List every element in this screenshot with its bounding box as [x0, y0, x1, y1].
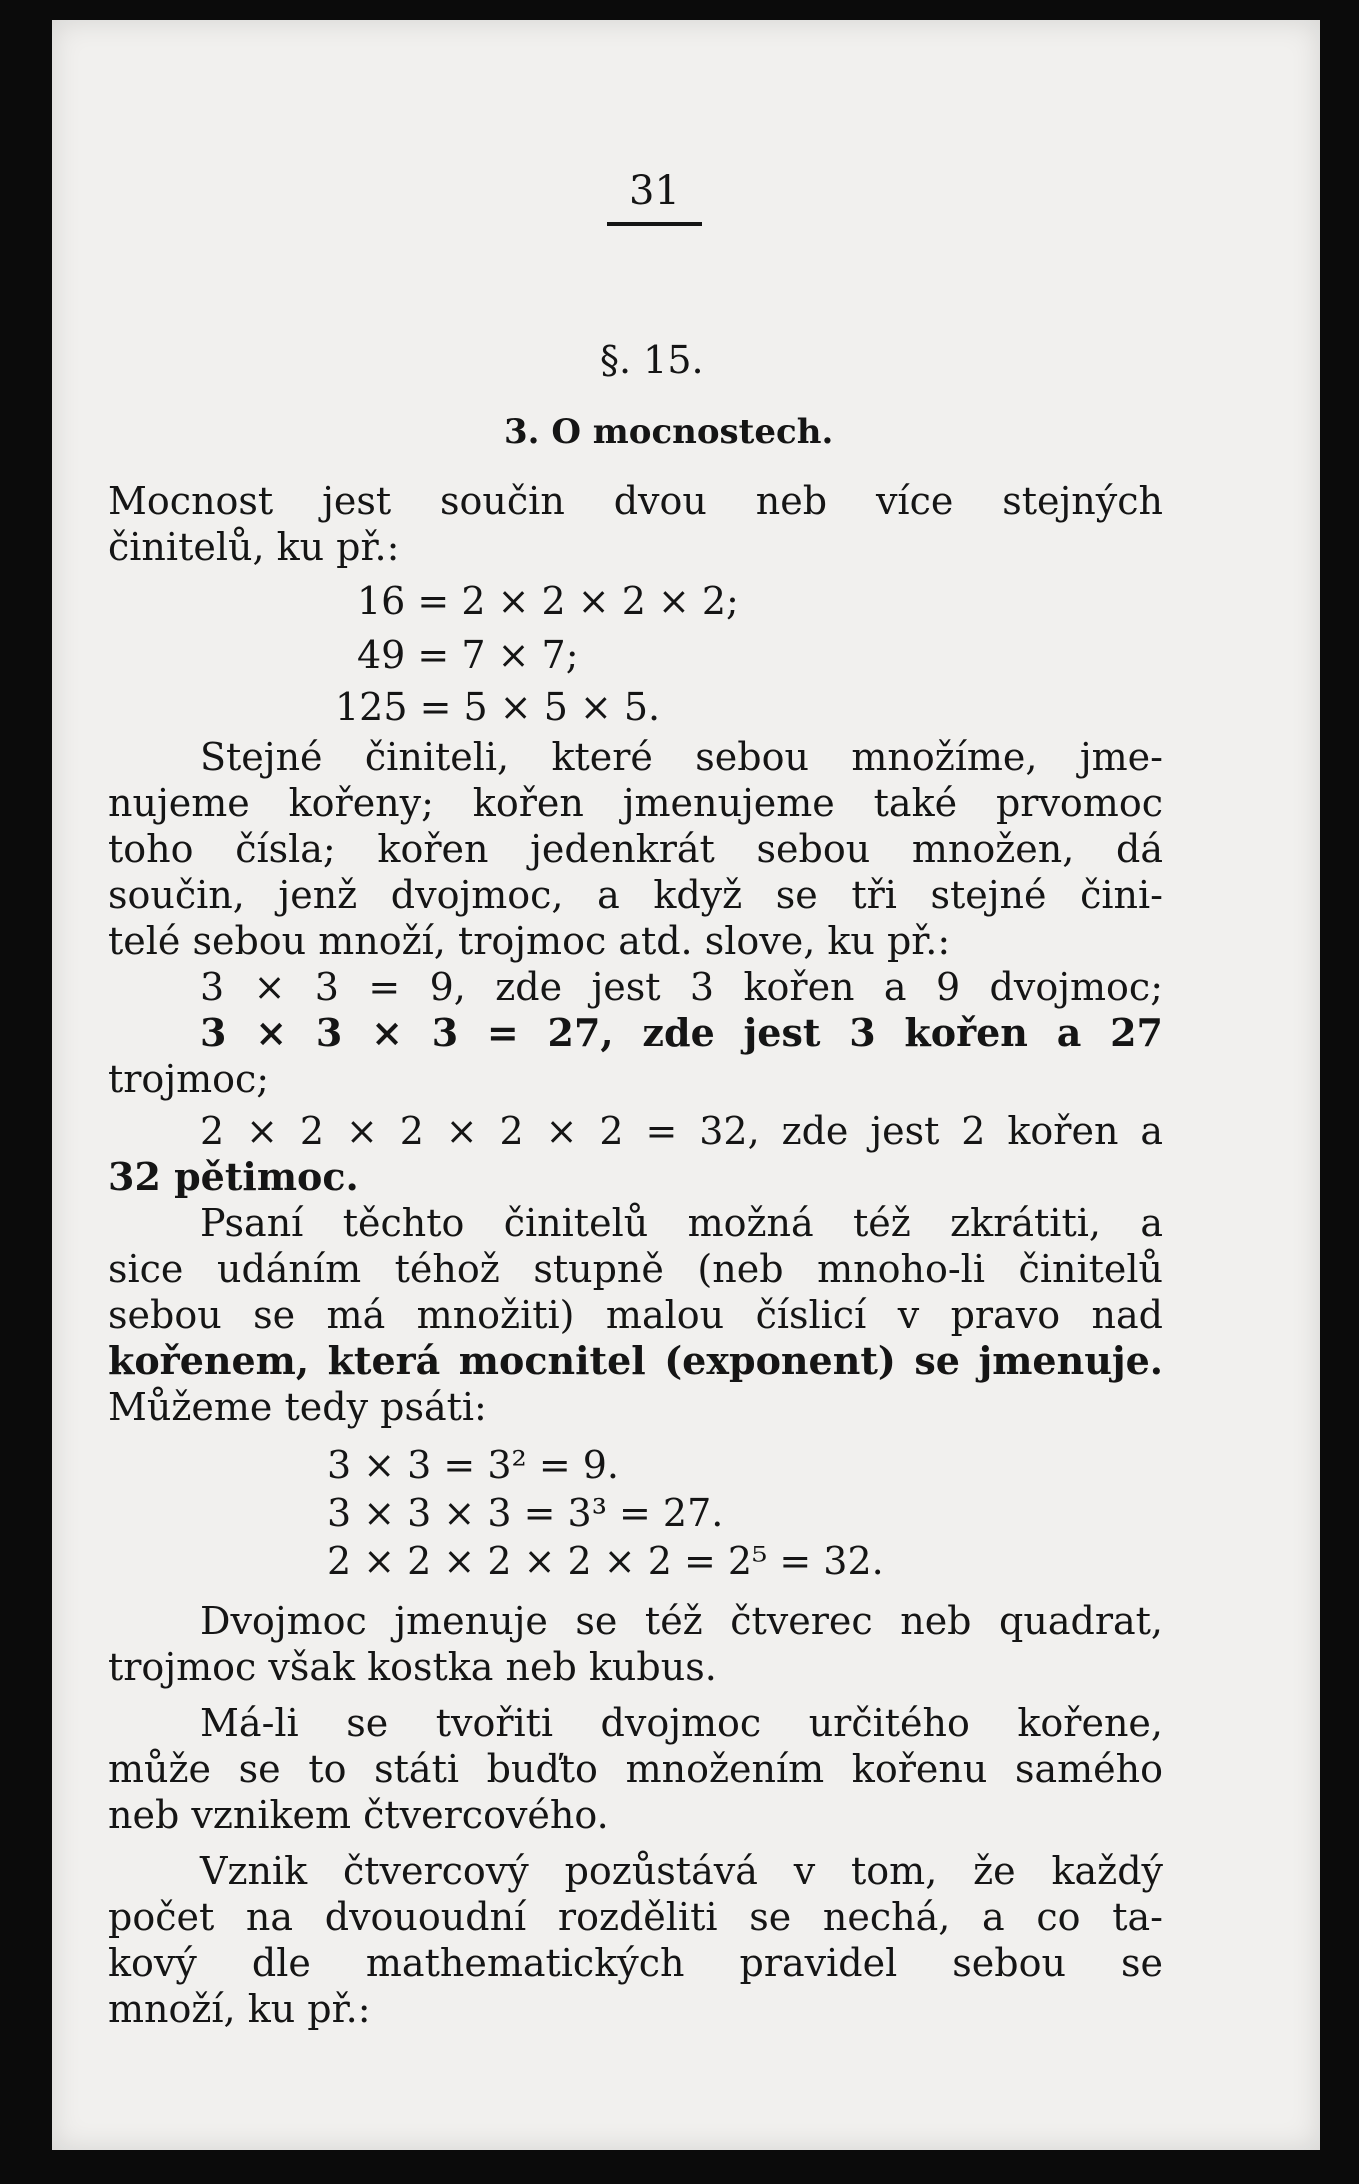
text-line: kový dle mathematických pravidel sebou se [108, 1941, 1163, 1985]
text-line: Má-li se tvořiti dvojmoc určitého kořene, [200, 1701, 1163, 1745]
text-line: může se to státi buďto množením kořenu samého [108, 1747, 1163, 1791]
example-line: 3 × 3 = 9, zde jest 3 kořen a 9 dvojmoc; [200, 965, 1163, 1009]
text-line: počet na dvououdní rozděliti se nechá, a co ta- [108, 1895, 1163, 1939]
example-line: 32 pětimoc. [108, 1154, 359, 1199]
text-line: kořenem, která mocnitel (exponent) se jmenuje. [108, 1338, 1163, 1383]
section-number: §. 15. [600, 338, 704, 382]
example-line: 2 × 2 × 2 × 2 × 2 = 32, zde jest 2 kořen a [200, 1109, 1163, 1153]
text-line: množí, ku př.: [108, 1987, 371, 2031]
equation: 125 = 5 × 5 × 5. [335, 685, 661, 729]
text-line: Stejné činiteli, které sebou množíme, jme- [200, 735, 1163, 779]
text-line: Můžeme tedy psáti: [108, 1385, 487, 1429]
text-line: Dvojmoc jmenuje se též čtverec neb quadrat, [200, 1599, 1163, 1643]
text-line: trojmoc však kostka neb kubus. [108, 1645, 717, 1689]
power-equation: 3 × 3 = 3² = 9. [327, 1443, 620, 1487]
text-line: Mocnost jest součin dvou neb více stejných [108, 479, 1163, 523]
book-page [52, 20, 1320, 2150]
text-line: telé sebou množí, trojmoc atd. slove, ku př.: [108, 919, 951, 963]
power-equation: 2 × 2 × 2 × 2 × 2 = 2⁵ = 32. [327, 1539, 884, 1583]
text-line: Psaní těchto činitelů možná též zkrátiti, a [200, 1201, 1163, 1245]
example-line: trojmoc; [108, 1057, 270, 1101]
text-line: činitelů, ku př.: [108, 525, 400, 569]
equation: 16 = 2 × 2 × 2 × 2; [357, 579, 739, 623]
text-line: neb vznikem čtvercového. [108, 1793, 609, 1837]
text-line: nujeme kořeny; kořen jmenujeme také prvomoc [108, 781, 1163, 825]
power-equation: 3 × 3 × 3 = 3³ = 27. [327, 1491, 724, 1535]
equation: 49 = 7 × 7; [357, 633, 579, 677]
text-line: součin, jenž dvojmoc, a když se tři stejné čini- [108, 873, 1163, 917]
text-line: toho čísla; kořen jedenkrát sebou množen, dá [108, 827, 1163, 871]
text-line: sebou se má množiti) malou číslicí v pravo nad [108, 1293, 1163, 1337]
subheading: 3. O mocnostech. [504, 412, 834, 452]
example-line: 3 × 3 × 3 = 27, zde jest 3 kořen a 27 [200, 1010, 1163, 1055]
text-line: Vznik čtvercový pozůstává v tom, že každý [200, 1849, 1163, 1893]
text-line: sice udáním téhož stupně (neb mnoho-li činitelů [108, 1247, 1163, 1291]
page-number: 31 [607, 168, 702, 226]
